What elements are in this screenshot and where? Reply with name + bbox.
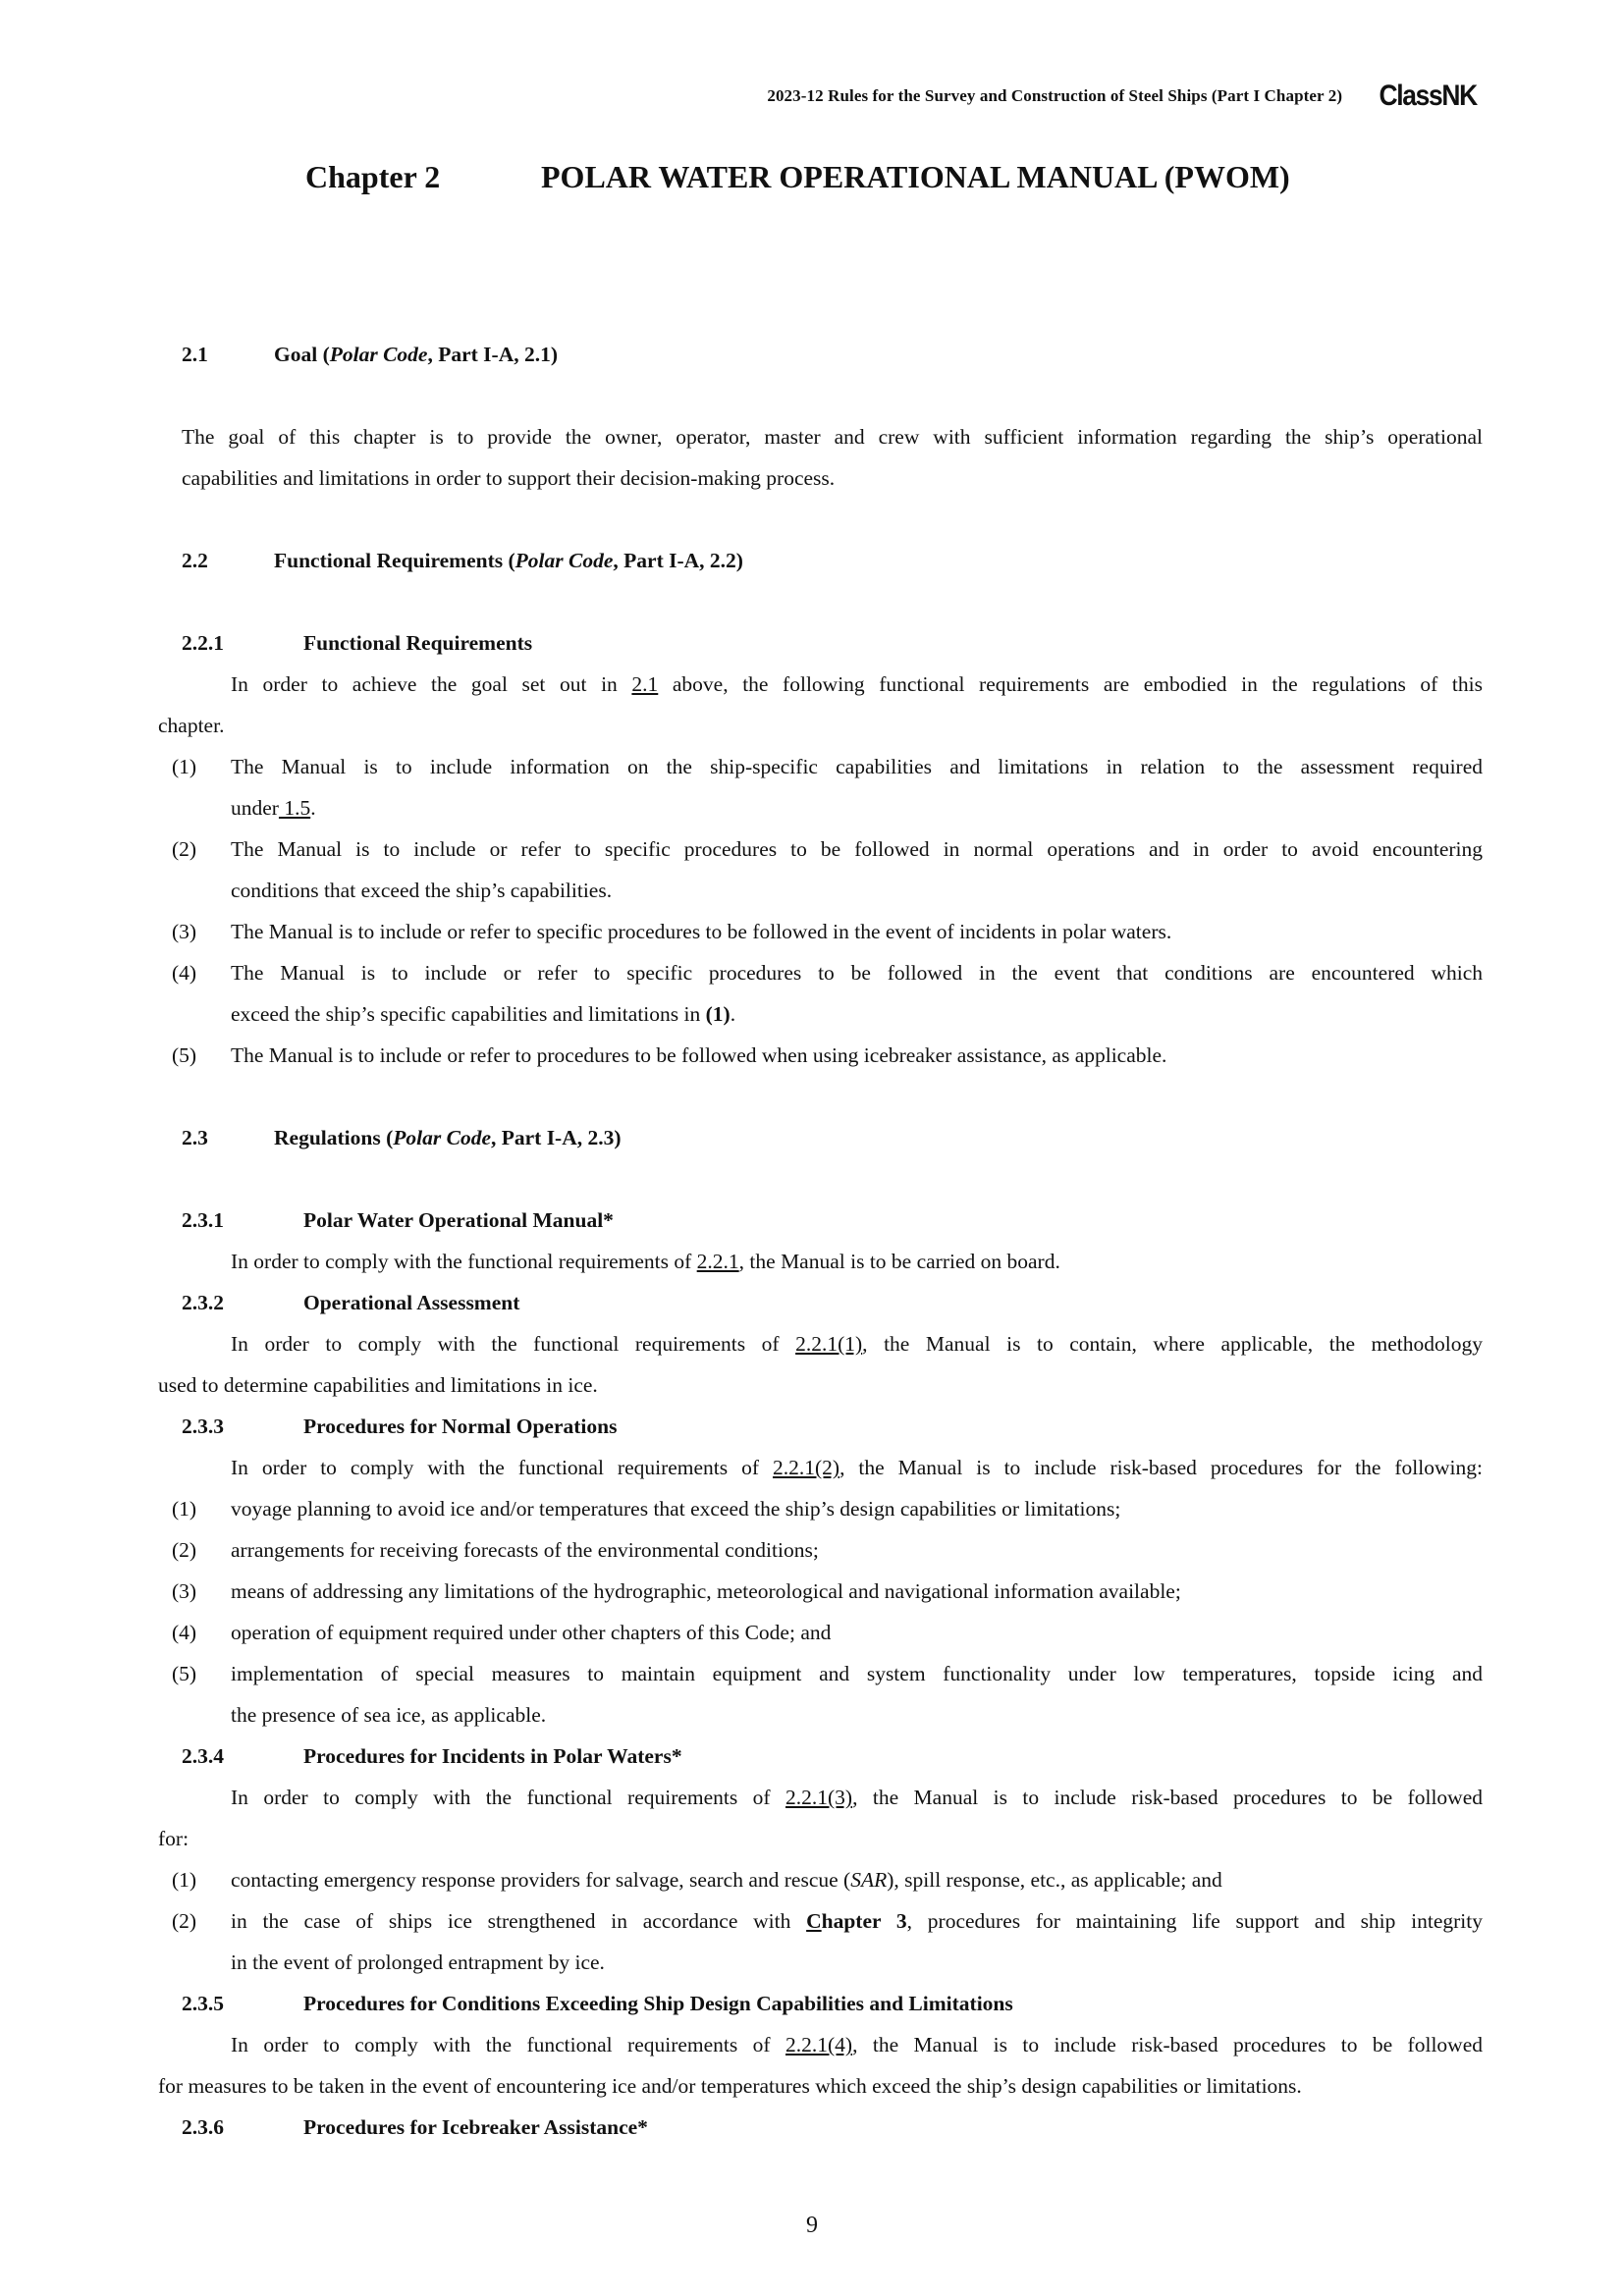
subsection-number: 2.3.2 (182, 1291, 224, 1314)
italic-abbreviation: SAR (850, 1868, 888, 1892)
cross-reference-link[interactable]: C (806, 1909, 822, 1933)
subsection-number: 2.3.6 (182, 2115, 224, 2139)
chapter-title (305, 159, 1290, 195)
list-item (158, 1035, 1483, 1076)
cross-reference-link[interactable]: 2.1 (631, 672, 659, 696)
goal-paragraph-line: capabilities and limitations in order to support their decision-making process. (182, 466, 836, 490)
list-item-text: contacting emergency response providers for salvage, search and rescue (SAR), spill response, etc., as applicable; and (231, 1868, 1222, 1892)
subsection-title: Functional Requirements (303, 631, 533, 655)
list-item-continuation: conditions that exceed the ship’s capabilities. (231, 879, 613, 902)
list-item (158, 1900, 1483, 1942)
subsection-title: Procedures for Incidents in Polar Waters* (303, 1744, 682, 1768)
classnk-logo: ClassNK (1379, 80, 1477, 112)
cross-reference-link[interactable]: 2.2.1(2) (772, 1456, 840, 1479)
list-marker: (2) (172, 1538, 197, 1562)
list-item-text: operation of equipment required under other chapters of this Code; and (231, 1621, 832, 1644)
paragraph-line: In order to comply with the functional requirements of 2.2.1, the Manual is to be carried on board. (231, 1250, 1060, 1273)
bold-reference: (1) (705, 1002, 731, 1026)
heading-text: , Part I-A, 2.3) (490, 1126, 622, 1149)
list-marker: (3) (172, 920, 197, 943)
subsection-number: 2.3.4 (182, 1744, 224, 1768)
list-item-text: arrangements for receiving forecasts of the environmental conditions; (231, 1538, 819, 1562)
subsection-title: Procedures for Icebreaker Assistance* (303, 2115, 648, 2139)
list-marker: (1) (172, 1497, 197, 1521)
subsection-number: 2.2.1 (182, 631, 224, 655)
paragraph-line: In order to comply with the functional requirements of 2.2.1(4), the Manual is to include risk-based procedures to be followed (231, 2033, 1483, 2056)
list-marker: (5) (172, 1662, 197, 1685)
page-header (767, 79, 1477, 114)
cross-reference-link[interactable]: 2.2.1(3) (785, 1786, 853, 1809)
section-number: 2.1 (182, 343, 208, 366)
subsection-heading-2-3-3 (158, 1406, 1483, 1447)
paragraph-line: used to determine capabilities and limitations in ice. (158, 1373, 598, 1397)
subsection-number: 2.3.3 (182, 1415, 224, 1438)
cross-reference-link[interactable]: 2.2.1 (696, 1250, 739, 1273)
list-marker: (3) (172, 1579, 197, 1603)
heading-text: , Part I-A, 2.2) (613, 549, 743, 572)
list-item (158, 1529, 1483, 1571)
list-item-continuation: under 1.5. (231, 796, 316, 820)
document-body (158, 334, 1483, 2148)
subsection-heading-2-3-1 (158, 1200, 1483, 1241)
chapter-name: POLAR WATER OPERATIONAL MANUAL (PWOM) (541, 159, 1290, 194)
subsection-title: Operational Assessment (303, 1291, 520, 1314)
paragraph-line: In order to comply with the functional requirements of 2.2.1(2), the Manual is to include risk-based procedures for the following: (231, 1456, 1483, 1479)
list-item (158, 1653, 1483, 1694)
cross-reference-link[interactable]: 2.2.1(4) (785, 2033, 853, 2056)
bold-reference: hapter 3 (821, 1909, 907, 1933)
cross-reference-link[interactable]: 1.5 (278, 796, 311, 820)
paragraph-line: In order to comply with the functional requirements of 2.2.1(3), the Manual is to include risk-based procedures to be followed (231, 1786, 1483, 1809)
list-marker: (4) (172, 1621, 197, 1644)
goal-paragraph-line: The goal of this chapter is to provide the owner, operator, master and crew with sufficient information regarding the ship’s operational (182, 425, 1483, 449)
list-item (158, 746, 1483, 787)
subsection-heading-2-3-4 (158, 1735, 1483, 1777)
subsection-title: Polar Water Operational Manual* (303, 1208, 614, 1232)
list-item-continuation: exceed the ship’s specific capabilities and limitations in (1). (231, 1002, 736, 1026)
heading-text: Regulations ( (274, 1126, 394, 1149)
list-marker: (4) (172, 961, 197, 985)
list-item-text: in the case of ships ice strengthened in accordance with Chapter 3, procedures for maintaining life support and ship integrity (231, 1909, 1483, 1933)
paragraph-line: In order to achieve the goal set out in 2.1 above, the following functional requirements are embodied in the regulations of this (231, 672, 1483, 696)
list-marker: (1) (172, 1868, 197, 1892)
paragraph-line: for: (158, 1827, 189, 1850)
list-item-text: voyage planning to avoid ice and/or temperatures that exceed the ship’s design capabilities or limitations; (231, 1497, 1121, 1521)
section-number: 2.3 (182, 1126, 208, 1149)
heading-text: Goal ( (274, 343, 330, 366)
section-heading-2-1 (158, 334, 1483, 375)
subsection-title: Procedures for Normal Operations (303, 1415, 618, 1438)
list-item (158, 1859, 1483, 1900)
subsection-heading-2-2-1 (158, 622, 1483, 664)
subsection-number: 2.3.5 (182, 1992, 224, 2015)
list-item-text: means of addressing any limitations of the hydrographic, meteorological and navigational information available; (231, 1579, 1181, 1603)
section-heading-2-3 (158, 1117, 1483, 1158)
subsection-heading-2-3-2 (158, 1282, 1483, 1323)
list-item-text: implementation of special measures to maintain equipment and system functionality under low temperatures, topside icing and (231, 1662, 1483, 1685)
cross-reference-link[interactable]: 2.2.1(1) (795, 1332, 863, 1356)
subsection-number: 2.3.1 (182, 1208, 224, 1232)
heading-text: Functional Requirements ( (274, 549, 515, 572)
list-item-continuation: the presence of sea ice, as applicable. (231, 1703, 547, 1727)
heading-italic: Polar Code (329, 343, 428, 366)
list-item (158, 952, 1483, 993)
heading-italic: Polar Code (514, 549, 614, 572)
list-item-continuation: in the event of prolonged entrapment by ice. (231, 1950, 605, 1974)
list-item (158, 828, 1483, 870)
paragraph-line: chapter. (158, 714, 225, 737)
heading-text: , Part I-A, 2.1) (427, 343, 559, 366)
heading-italic: Polar Code (393, 1126, 491, 1149)
running-head: 2023-12 Rules for the Survey and Construction of Steel Ships (Part I Chapter 2) (767, 86, 1343, 105)
chapter-number: Chapter 2 (305, 159, 441, 194)
list-item-text: The Manual is to include or refer to specific procedures to be followed in the event of incidents in polar waters. (231, 920, 1172, 943)
list-item (158, 1612, 1483, 1653)
list-item-text: The Manual is to include or refer to specific procedures to be followed in the event that conditions are encountered which (231, 961, 1483, 985)
page-number: 9 (806, 2213, 818, 2238)
list-marker: (2) (172, 837, 197, 861)
list-marker: (1) (172, 755, 197, 778)
paragraph-line: for measures to be taken in the event of encountering ice and/or temperatures which exceed the ship’s design capabilities or limitations. (158, 2074, 1302, 2098)
list-item-text: The Manual is to include information on the ship-specific capabilities and limitations in relation to the assessment required (231, 755, 1483, 778)
list-marker: (2) (172, 1909, 197, 1933)
list-item-text: The Manual is to include or refer to specific procedures to be followed in normal operations and in order to avoid encountering (231, 837, 1483, 861)
paragraph-line: In order to comply with the functional requirements of 2.2.1(1), the Manual is to contain, where applicable, the methodology (231, 1332, 1483, 1356)
list-item (158, 1488, 1483, 1529)
list-item (158, 911, 1483, 952)
list-item (158, 1571, 1483, 1612)
subsection-title: Procedures for Conditions Exceeding Ship Design Capabilities and Limitations (303, 1992, 1013, 2015)
list-marker: (5) (172, 1043, 197, 1067)
section-number: 2.2 (182, 549, 208, 572)
section-heading-2-2 (158, 540, 1483, 581)
list-item-text: The Manual is to include or refer to procedures to be followed when using icebreaker assistance, as applicable. (231, 1043, 1167, 1067)
subsection-heading-2-3-6 (158, 2107, 1483, 2148)
subsection-heading-2-3-5 (158, 1983, 1483, 2024)
